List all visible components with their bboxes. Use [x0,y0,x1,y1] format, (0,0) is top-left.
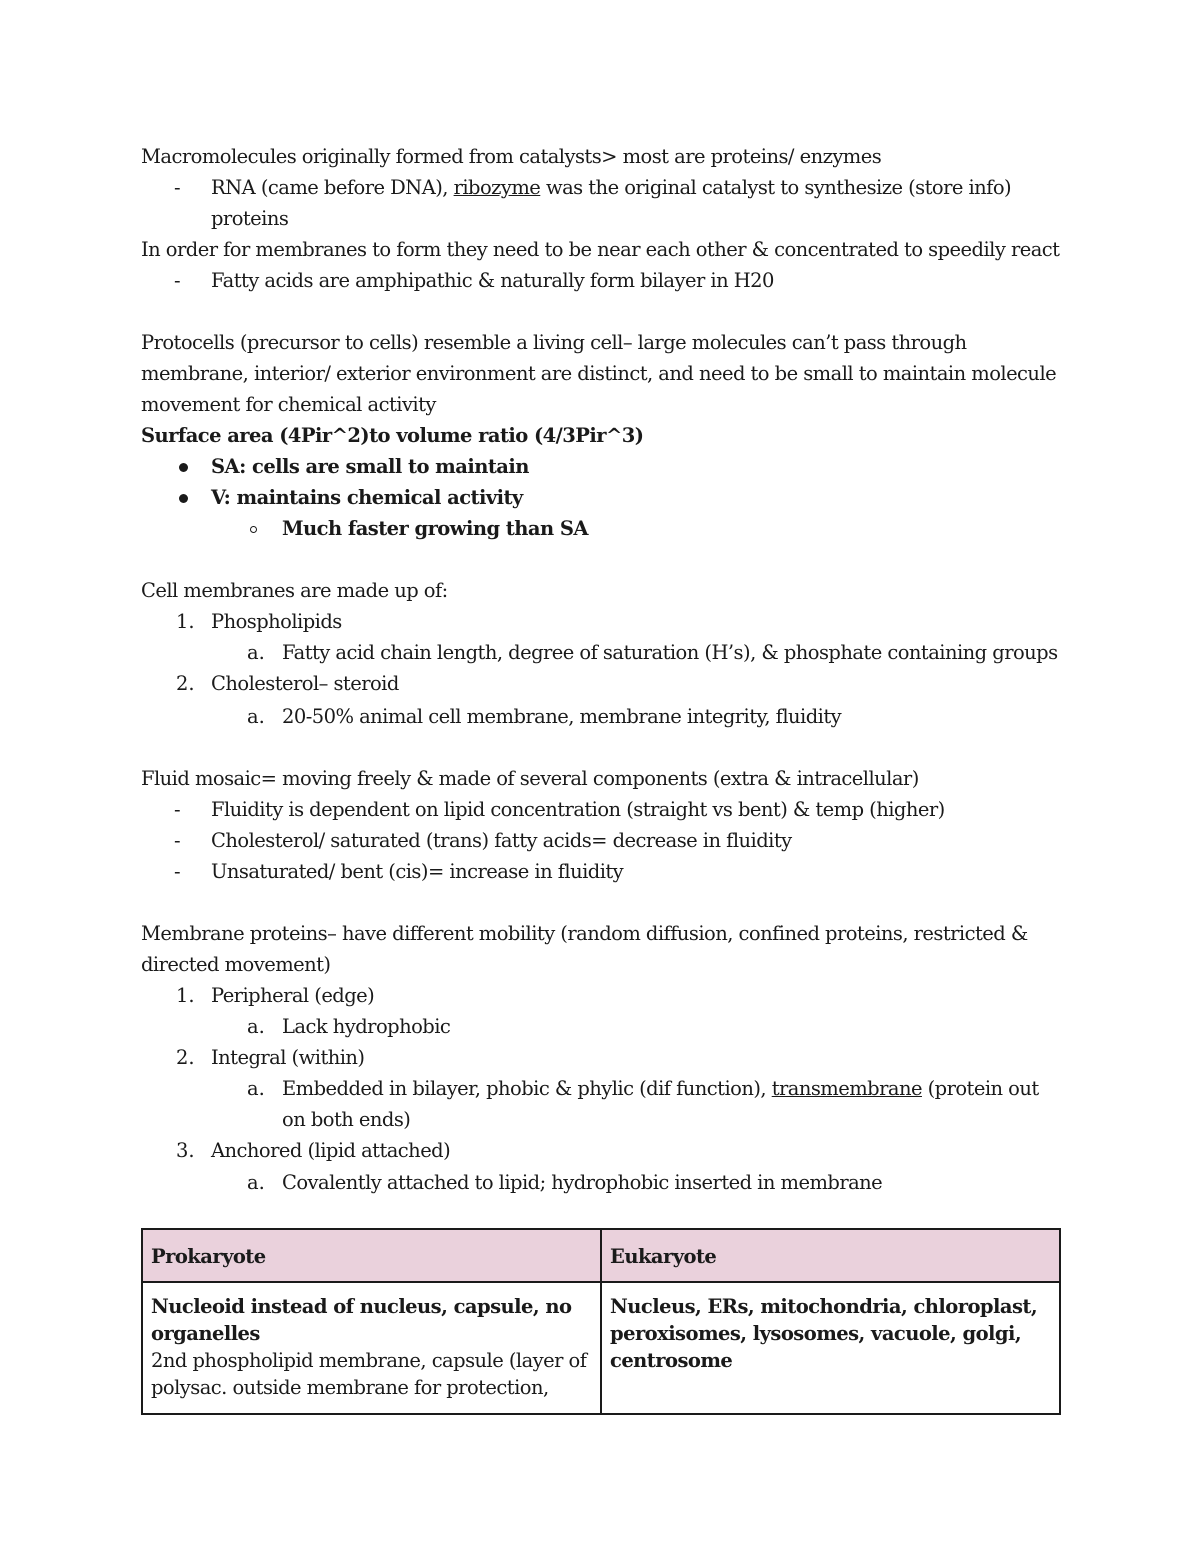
ribozyme-link-text: ribozyme [453,176,541,199]
bullet-v: V: maintains chemical activity [211,486,523,509]
dash-marker: - [174,269,181,292]
sub-bullet-faster: Much faster growing than SA [282,517,588,540]
sub-item-embedded-cont: on both ends) [282,1108,411,1131]
list-item-cholesterol-saturated: Cholesterol/ saturated (trans) fatty acids= decrease in fluidity [211,829,792,852]
list-letter: a. [247,1015,265,1038]
list-item-cholesterol: Cholesterol– steroid [211,672,399,695]
text: RNA (came before DNA), [211,176,454,199]
list-item-rna [211,172,1011,203]
paragraph-protocells-3: movement for chemical activity [141,393,436,416]
header-eukaryote: Eukaryote [601,1229,1060,1282]
bullet-icon [179,463,188,472]
paragraph-fluid-mosaic: Fluid mosaic= moving freely & made of several components (extra & intracellular) [141,767,919,790]
paragraph-protocells: Protocells (precursor to cells) resemble a living cell– large molecules can’t pass through [141,331,967,354]
list-number: 2. [176,672,195,695]
list-letter: a. [247,1077,265,1100]
text: Embedded in bilayer, phobic & phylic (dif function), [282,1077,772,1100]
list-letter: a. [247,641,265,664]
paragraph-cell-membranes: Cell membranes are made up of: [141,579,448,602]
list-item-anchored: Anchored (lipid attached) [211,1139,451,1162]
cell-prokaryote [142,1282,601,1414]
list-number: 1. [176,984,195,1007]
sub-item-fatty-acid-chain: Fatty acid chain length, degree of saturation (H’s), & phosphate containing groups [282,641,1058,664]
transmembrane-link-text: transmembrane [771,1077,922,1100]
dash-marker: - [174,176,181,199]
list-item-fatty-acids: Fatty acids are amphipathic & naturally form bilayer in H20 [211,269,774,292]
list-number: 1. [176,610,195,633]
eukaryote-bold-text: Nucleus, ERs, mitochondria, chloroplast, peroxisomes, lysosomes, vacuole, golgi, centrosome [610,1295,1038,1372]
list-item-integral: Integral (within) [211,1046,365,1069]
list-number: 2. [176,1046,195,1069]
prokaryote-bold-text: Nucleoid instead of nucleus, capsule, no organelles [151,1295,572,1345]
paragraph-protocells-2: membrane, interior/ exterior environment are distinct, and need to be small to maintain molecule [141,362,1057,385]
dash-marker: - [174,829,181,852]
comparison-table [141,1228,1061,1415]
sub-item-covalently: Covalently attached to lipid; hydrophobic inserted in membrane [282,1171,883,1194]
cell-eukaryote [601,1282,1060,1414]
table-row [142,1282,1060,1414]
list-item-rna-cont: proteins [211,207,289,230]
dash-marker: - [174,798,181,821]
list-letter: a. [247,705,265,728]
paragraph-membranes: In order for membranes to form they need to be near each other & concentrated to speedily react [141,238,1060,261]
text: (protein out [921,1077,1039,1100]
text: was the original catalyst to synthesize (store info) [540,176,1012,199]
sub-item-animal-membrane: 20-50% animal cell membrane, membrane integrity, fluidity [282,705,842,728]
paragraph-macromolecules: Macromolecules originally formed from catalysts> most are proteins/ enzymes [141,145,882,168]
paragraph-membrane-proteins-2: directed movement) [141,953,331,976]
list-item-phospholipids: Phospholipids [211,610,342,633]
header-prokaryote: Prokaryote [142,1229,601,1282]
list-item-peripheral: Peripheral (edge) [211,984,375,1007]
list-item-unsaturated: Unsaturated/ bent (cis)= increase in fluidity [211,860,624,883]
bullet-sa: SA: cells are small to maintain [211,455,529,478]
prokaryote-detail-text: 2nd phospholipid membrane, capsule (layer of polysac. outside membrane for protection, [151,1349,587,1399]
bullet-icon [179,494,188,503]
dash-marker: - [174,860,181,883]
list-letter: a. [247,1171,265,1194]
table-header-row [142,1229,1060,1282]
circle-bullet-icon [250,526,257,533]
paragraph-membrane-proteins: Membrane proteins– have different mobility (random diffusion, confined proteins, restricted & [141,922,1028,945]
sub-item-lack-hydrophobic: Lack hydrophobic [282,1015,451,1038]
list-item-fluidity: Fluidity is dependent on lipid concentration (straight vs bent) & temp (higher) [211,798,945,821]
sub-item-embedded [282,1073,1039,1104]
heading-surface-area: Surface area (4Pir^2)to volume ratio (4/3Pir^3) [141,424,644,447]
list-number: 3. [176,1139,195,1162]
